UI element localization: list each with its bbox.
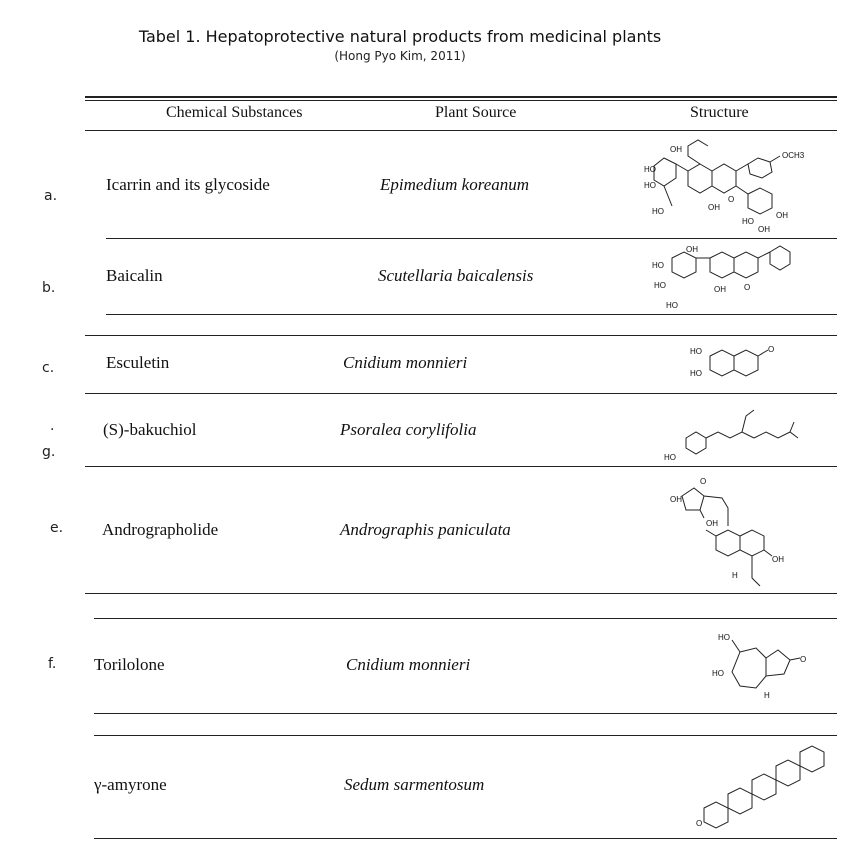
mol-ring (752, 774, 776, 800)
header-plant-source: Plant Source (435, 104, 517, 121)
mol-ring (710, 252, 734, 278)
section-rule (94, 618, 837, 619)
atom-label: O (696, 819, 703, 828)
structure-icarrin (642, 136, 822, 236)
atom-label: H (764, 691, 770, 700)
plant-epimedium: Epimedium koreanum (380, 175, 530, 194)
structure-andrographolide (668, 474, 808, 594)
atom-label: OCH3 (782, 151, 805, 160)
atom-label: OH (670, 145, 682, 154)
row-rule (106, 238, 837, 239)
atom-label: HO (652, 207, 664, 216)
mol-bond (790, 422, 794, 432)
structure-torilolone (710, 628, 820, 708)
mol-ring (732, 648, 766, 688)
atom-label: O (700, 477, 707, 486)
row-label-c: c. (42, 360, 55, 376)
mol-ring (770, 246, 790, 270)
mol-bond (700, 510, 704, 518)
structure-esculetin (688, 342, 788, 387)
mol-bond (752, 556, 760, 586)
mol-bond (742, 410, 754, 432)
mol-ring (734, 252, 758, 278)
mol-bond (706, 432, 754, 438)
row-label-e: e. (50, 520, 64, 536)
atom-label: H (732, 571, 738, 580)
structure-gamma-amyrone (692, 742, 832, 832)
table-top-rule (85, 96, 837, 98)
substance-icarrin: Icarrin and its glycoside (106, 175, 270, 194)
substance-esculetin: Esculetin (106, 353, 170, 372)
atom-label: HO (652, 261, 664, 270)
atom-label: OH (776, 211, 788, 220)
atom-label: HO (666, 301, 678, 310)
row-rule (85, 466, 837, 467)
mol-ring (672, 252, 696, 278)
mol-ring (654, 158, 676, 186)
atom-label: O (768, 345, 775, 354)
plant-andrographis: Andrographis paniculata (340, 520, 511, 539)
mol-ring (766, 650, 790, 676)
mol-bond (688, 140, 708, 164)
mol-bond (736, 164, 748, 171)
mol-bond (764, 550, 772, 556)
atom-label: O (744, 283, 751, 292)
atom-label: OH (714, 285, 726, 294)
atom-label: HO (742, 217, 754, 226)
substance-gamma-amyrone: γ-amyrone (94, 775, 167, 794)
atom-label: HO (644, 165, 656, 174)
mol-ring (704, 802, 728, 828)
mol-bond (732, 640, 740, 652)
section-rule (94, 735, 837, 736)
row-rule (106, 314, 837, 315)
plant-sedum: Sedum sarmentosum (344, 775, 485, 794)
table-citation: (Hong Pyo Kim, 2011) (334, 49, 466, 63)
atom-label: OH (758, 225, 770, 234)
substance-torilolone: Torilolone (94, 655, 165, 674)
table-top-rule-inner (85, 100, 837, 101)
atom-label: HO (654, 281, 666, 290)
atom-label: HO (718, 633, 730, 642)
atom-label: HO (690, 347, 702, 356)
mol-ring (710, 350, 734, 376)
substance-andrographolide: Andrographolide (102, 520, 219, 539)
plant-cnidium-2: Cnidium monnieri (346, 655, 471, 674)
atom-label: HO (690, 369, 702, 378)
row-rule (85, 393, 837, 394)
mol-ring (734, 350, 758, 376)
atom-label: O (800, 655, 807, 664)
mol-ring (776, 760, 800, 786)
plant-scutellaria: Scutellaria baicalensis (378, 266, 534, 285)
mol-ring (712, 164, 736, 193)
header-structure: Structure (690, 104, 749, 121)
row-label-f: f. (48, 656, 57, 672)
mol-bond (706, 530, 716, 536)
atom-label: HO (664, 453, 676, 462)
mol-ring (800, 746, 824, 772)
mol-ring (728, 788, 752, 814)
mol-ring (682, 488, 704, 510)
row-marker-dot: . (50, 418, 55, 434)
atom-label: OH (706, 519, 718, 528)
table-bottom-rule (94, 838, 837, 839)
mol-bond (758, 252, 770, 258)
mol-bond (770, 156, 780, 162)
mol-bond (664, 186, 672, 206)
plant-psoralea: Psoralea corylifolia (340, 420, 477, 439)
mol-bond (790, 658, 800, 660)
atom-label: OH (772, 555, 784, 564)
mol-ring (748, 158, 772, 178)
mol-ring (688, 164, 712, 193)
structure-baicalin (652, 244, 822, 314)
substance-bakuchiol: (S)-bakuchiol (103, 420, 197, 439)
mol-ring (748, 188, 772, 214)
header-chemical-substances: Chemical Substances (166, 104, 303, 121)
atom-label: OH (708, 203, 720, 212)
mol-bond (676, 164, 688, 171)
row-rule (94, 713, 837, 714)
substance-baicalin: Baicalin (106, 266, 163, 285)
atom-label: OH (686, 245, 698, 254)
atom-label: O (728, 195, 735, 204)
mol-bond (758, 350, 768, 356)
mol-ring (716, 530, 740, 556)
header-rule (85, 130, 837, 131)
row-label-a: a. (44, 188, 58, 204)
section-rule (85, 335, 837, 336)
atom-label: OH (670, 495, 682, 504)
table-title: Tabel 1. Hepatoprotective natural products from medicinal plants (138, 27, 662, 46)
mol-bond (736, 186, 748, 194)
mol-ring (740, 530, 764, 556)
row-rule (85, 593, 837, 594)
atom-label: HO (644, 181, 656, 190)
atom-label: HO (712, 669, 724, 678)
structure-bakuchiol (662, 402, 812, 462)
mol-ring (686, 432, 706, 454)
mol-bond (754, 432, 798, 438)
row-label-b: b. (42, 280, 56, 296)
row-label-g: g. (42, 444, 56, 460)
plant-cnidium-1: Cnidium monnieri (343, 353, 468, 372)
